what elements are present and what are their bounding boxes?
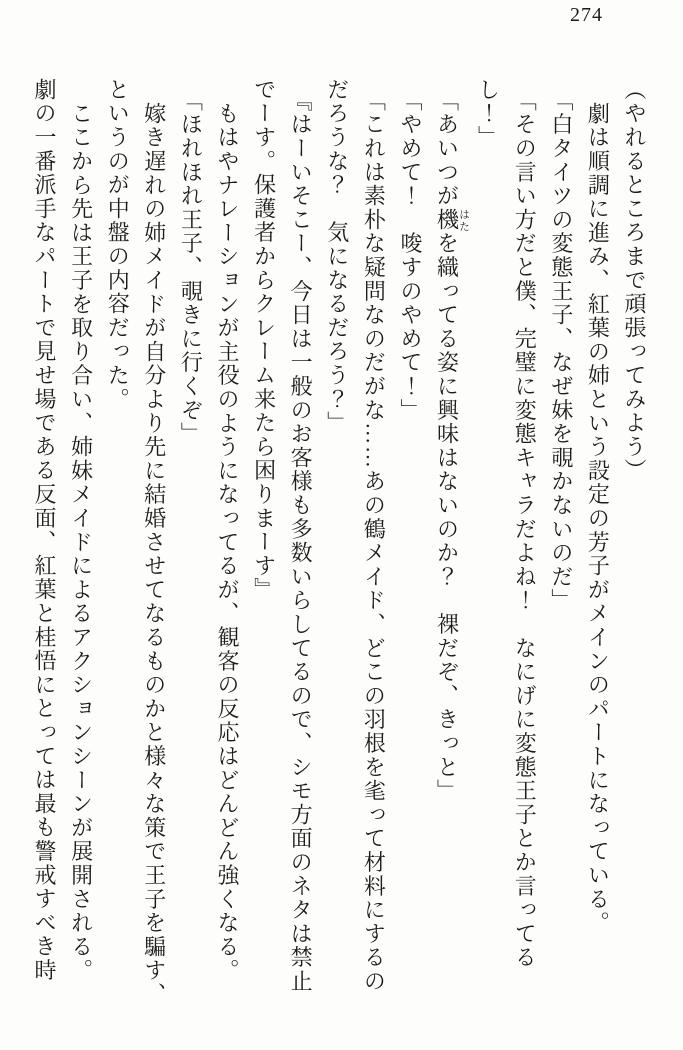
line-segment: を織ってる姿に興味はないのか？ 裸だぞ、きっと」 [434, 231, 460, 804]
text-line: 劇は順調に進み、紅葉の姉という設定の芳子がメインのパートになっている。 [585, 101, 611, 935]
ruby-annotation [434, 208, 470, 232]
text-line: 嫁き遅れの姉メイドが自分より先に結婚させてなるものかと様々な策で王子を騙す、 [141, 101, 167, 1007]
text-line: もはやナレーションが主役のようになってるが、観客の反応はどんどん強くなる。 [214, 101, 240, 983]
text-line: というのが中盤の内容だった。 [105, 78, 131, 412]
ruby-base: 機 [434, 208, 460, 232]
text-line: でーす。保護者からクレーム来たら困りまーす』 [251, 78, 277, 602]
ruby-text: はた [458, 208, 470, 232]
text-line: 「ほれほれ王子、覗きに行くぞ」 [178, 89, 204, 446]
page-number: 274 [570, 4, 603, 26]
vertical-text-block [25, 78, 652, 1036]
text-line: 「白タイツの変態王子、なぜ妹を覗かないのだ」 [548, 89, 574, 613]
text-line: 劇の一番派手なパートで見せ場である反面、紅葉と桂悟にとっては最も警戒すべき時 [32, 78, 57, 983]
text-line: （やれるところまで頑張ってみよう） [622, 78, 647, 483]
text-line: 「その言い方だと僕、完璧に変態キャラだよね！ なにげに変態王子とか言ってる [512, 89, 538, 970]
text-line: し！」 [475, 78, 501, 150]
line-segment: 「あいつが [434, 89, 460, 208]
text-line: 「これは素朴な疑問なのだがな……あの鶴メイド、どこの羽根を毟って材料にするの [361, 89, 387, 994]
text-line-with-ruby [428, 78, 469, 1036]
text-line: 『はーいそこー、今日は一般のお客様も多数いらしてるので、シモ方面のネタは禁止 [288, 89, 314, 994]
text-line: 「やめて！ 唆すのやめて！」 [397, 89, 423, 423]
text-line: だろうな？ 気になるだろう？」 [324, 78, 350, 435]
text-line: ここから先は王子を取り合い、姉妹メイドによるアクションシーンが展開される。 [68, 101, 94, 983]
